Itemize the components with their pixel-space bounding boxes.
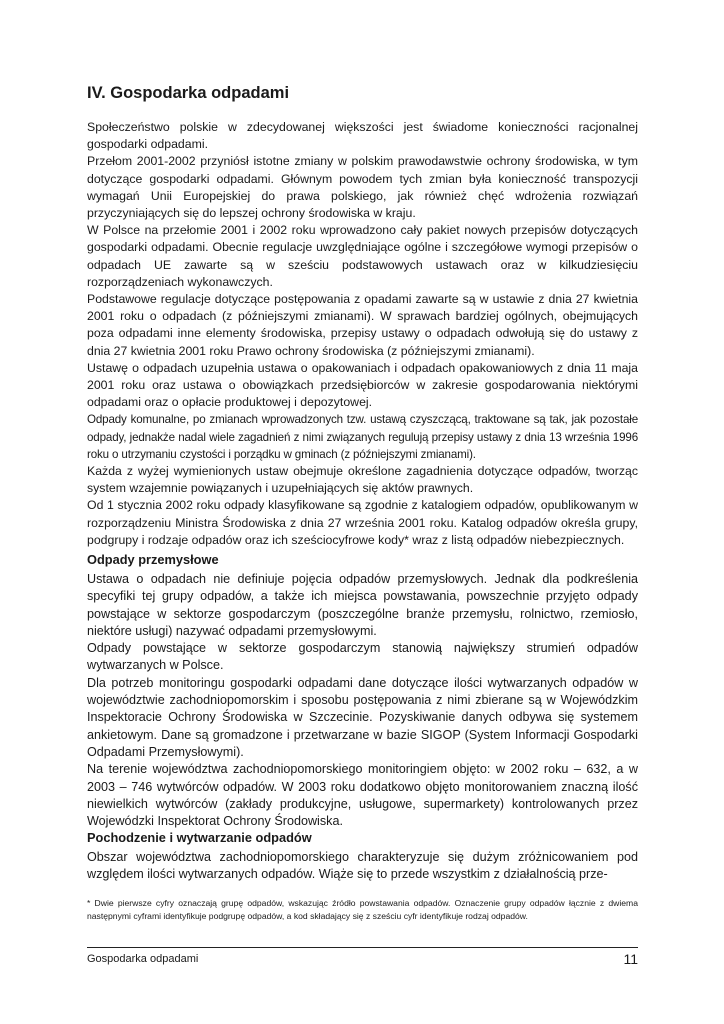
intro-paragraph-2: Przełom 2001-2002 przyniósł istotne zmiany w polskim prawodawstwie ochrony środowiska, w tym dotyczące gospodarki odpadami. Głównym powodem tych zmian była konieczność transpozycji wymagań Unii Europejskiej do prawa polskiego, jak również chęć wdrożenia rozwiązań przyczyniających się do lepszej ochrony środowiska w kraju. [87,154,638,221]
footnote: * Dwie pierwsze cyfry oznaczają grupę odpadów, wskazując źródło powstawania odpadów. Oznaczenie grupy odpadów łącznie z dwiema następnymi cyframi identyfikuje podgrupę odpadów, a kod składający się z sześciu cyfr identyfikuje rodzaj odpadów. [87,898,638,921]
intro-paragraph-3: W Polsce na przełomie 2001 i 2002 roku wprowadzono cały pakiet nowych przepisów dotyczących gospodarki odpadami. Obecnie regulacje uwzględniające ogólne i szczegółowe wymogi przepisów o odpadach UE zawarte są w sześciu podstawowych ustawach oraz w kilkudziesięciu rozporządzeniach wykonawczych. [87,223,638,289]
industrial-paragraph-4: Na terenie województwa zachodniopomorskiego monitoringiem objęto: w 2002 roku – 632, a w 2003 – 746 wytwórców odpadów. W 2003 roku dodatkowo objęto monitorowaniem znaczną ilość niewielkich wytwórców (zakłady produkcyjne, usługowe, supermarkety) kontrolowanych przez Wojewódzki Inspektorat Ochrony Środowiska. [87,762,638,829]
intro-section [87,119,638,549]
chapter-title: IV. Gospodarka odpadami [87,84,290,102]
intro-paragraph-8: Od 1 stycznia 2002 roku odpady klasyfikowane są zgodnie z katalogiem odpadów, opublikowanym w rozporządzeniu Ministra Środowiska z dnia 27 września 2001 roku. Katalog odpadów określa grupy, podgrupy i rodzaje odpadów oraz ich sześciocyfrowe kody* wraz z listą odpadów niebezpiecznych. [87,498,638,547]
intro-paragraph-7: Każda z wyżej wymienionych ustaw obejmuje określone zagadnienia dotyczące odpadów, tworząc system wzajemnie powiązanych i uzupełniających się aktów prawnych. [87,464,638,496]
footer-divider [87,947,638,948]
intro-paragraph-6: Odpady komunalne, po zmianach wprowadzonych tzw. ustawą czyszczącą, traktowane są tak, jak pozostałe odpady, jednakże nadal wiele zagadnień z nimi związanych regulują przepisy ustawy z dnia 13 września 1996 roku o utrzymaniu czystości i porządku w gminach (z późniejszymi zmianami). [87,413,638,461]
intro-paragraph-4: Podstawowe regulacje dotyczące postępowania z opadami zawarte są w ustawie z dnia 27 kwietnia 2001 roku o odpadach (z późniejszymi zmianami). W sprawach bardziej ogólnych, obejmujących poza odpadami inne elementy środowiska, przepisy ustawy o odpadach odwołują się do ustawy z dnia 27 kwietnia 2001 roku Prawo ochrony środowiska (z późniejszymi zmianami). [87,292,638,358]
industrial-paragraph-1: Ustawa o odpadach nie definiuje pojęcia odpadów przemysłowych. Jednak dla podkreślenia specyfiki tej grupy odpadów, a także ich miejsca powstawania, powszechnie przyjęto odpady powstające w sektorze gospodarczym (poszczególne branże przemysłu, rolnictwo, rzemiosło, niektóre usługi) nazywać odpadami przemysłowymi. [87,572,638,638]
section-waste-origin [87,849,638,884]
intro-paragraph-1: Społeczeństwo polskie w zdecydowanej większości jest świadome konieczności racjonalnej gospodarki odpadami. [87,120,638,152]
section-title-waste-origin: Pochodzenie i wytwarzanie odpadów [87,830,312,845]
industrial-paragraph-2: Odpady powstające w sektorze gospodarczym stanowią największy strumień odpadów wytwarzanych w Polsce. [87,641,638,673]
intro-paragraph-5: Ustawę o odpadach uzupełnia ustawa o opakowaniach i odpadach opakowaniowych z dnia 11 maja 2001 roku oraz ustawa o obowiązkach przedsiębiorców w zakresie gospodarowania niektórymi odpadami oraz o opłacie produktowej i depozytowej. [87,360,638,410]
section-industrial-waste [87,571,638,830]
origin-paragraph-1: Obszar województwa zachodniopomorskiego charakteryzuje się dużym zróżnicowaniem pod względem ilości wytwarzanych odpadów. Wiąże się to przede wszystkim z działalnością prze- [87,850,638,882]
industrial-paragraph-3: Dla potrzeb monitoringu gospodarki odpadami dane dotyczące ilości wytwarzanych odpadów w województwie zachodniopomorskim i sposobu postępowania z nimi zbierane są w Wojewódzkim Inspektoracie Ochrony Środowiska w Szczecinie. Pozyskiwanie danych odbywa się systemem ankietowym. Dane są gromadzone i przetwarzane w bazie SIGOP (System Informacji Gospodarki Odpadami Przemysłowymi). [87,675,638,759]
page-number: 11 [623,951,638,967]
footer-running-title: Gospodarka odpadami [87,953,199,965]
section-title-industrial-waste: Odpady przemysłowe [87,552,219,567]
